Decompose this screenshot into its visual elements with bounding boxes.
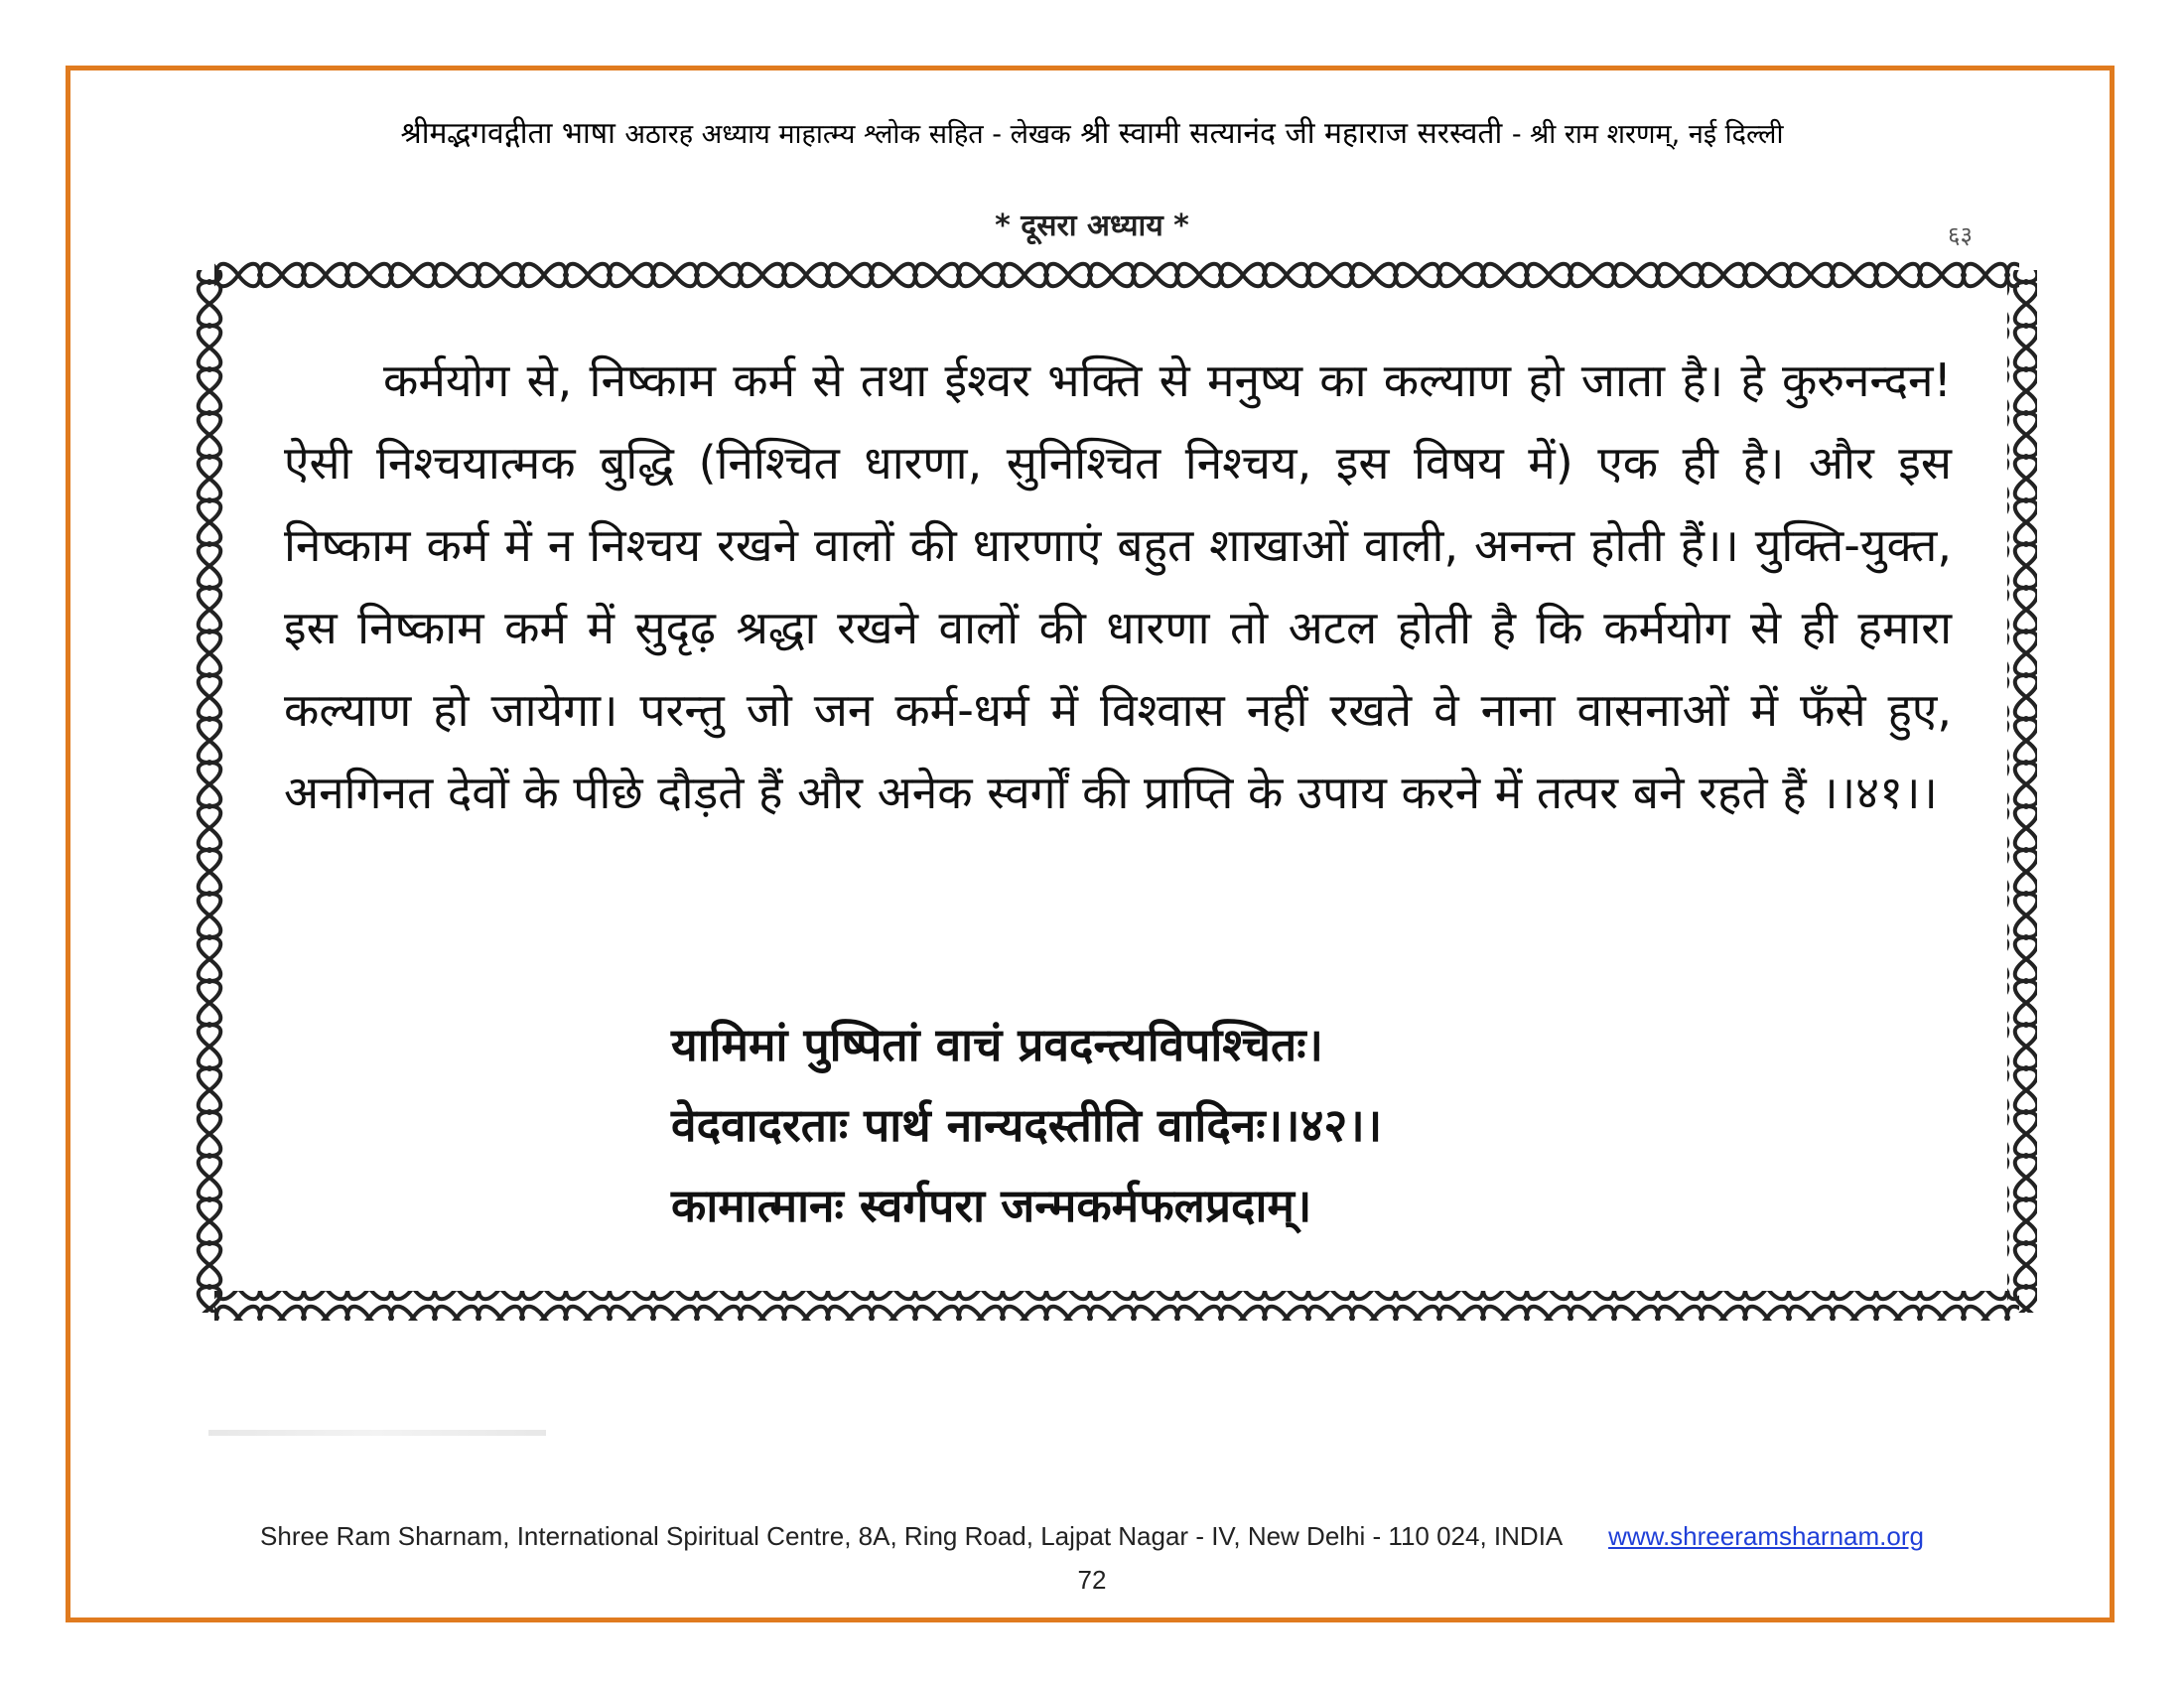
verse-line: कामात्मानः स्वर्गपरा जन्मकर्मफलप्रदाम्। (671, 1179, 1312, 1232)
verse-line: यामिमां पुष्पितां वाचं प्रवदन्त्यविपश्चितः। (671, 1018, 1323, 1071)
page-number: 72 (1077, 1565, 1107, 1595)
page-header (0, 111, 2184, 152)
sanskrit-verse (671, 1005, 1382, 1246)
scanned-page (195, 260, 2039, 1327)
scan-page-number: ६३ (1948, 221, 1973, 249)
footer (0, 1521, 2184, 1552)
scan-smudge (208, 1430, 546, 1436)
header-publisher: - श्री राम शरणम्, नई दिल्ली (1511, 119, 1784, 150)
verse-line: वेदवादरताः पार्थ नान्यदस्तीति वादिनः।।४२।। (671, 1098, 1383, 1152)
website-link[interactable]: www.shreeramsharnam.org (1608, 1521, 1924, 1551)
commentary-paragraph: कर्मयोग से, निष्काम कर्म से तथा ईश्वर भक्ति से मनुष्य का कल्याण हो जाता है। हे कुरुनन्दन! ऐसी निश्चयात्मक बुद्धि (निश्चित धारणा, सुनिश्चित निश्चय, इस विषय में) एक ही है। और इस निष्काम कर्म में न निश्चय रखने वालों की धारणाएं बहुत शाखाओं वाली, अनन्त होती हैं।। युक्ति-युक्त, इस निष्काम कर्म में सुदृढ़ श्रद्धा रखने वालों की धारणा तो अटल होती है कि कर्मयोग से ही हमारा कल्याण हो जायेगा। परन्तु जो जन कर्म-धर्म में विश्वास नहीं रखते वे नाना वासनाओं में फँसे हुए, अनगिनत देवों के पीछे दौड़ते हैं और अनेक स्वर्गों की प्राप्ति के उपाय करने में तत्पर बने रहते हैं ।।४१।। (284, 353, 1952, 819)
header-title-sub: अठारह अध्याय माहात्म्य श्लोक सहित - लेखक (624, 119, 1071, 150)
header-author: श्री स्वामी सत्यानंद जी महाराज सरस्वती (1080, 116, 1503, 151)
footer-address: Shree Ram Sharnam, International Spiritual Centre, 8A, Ring Road, Lajpat Nagar - IV, New Delhi - 110 024, INDIA (260, 1521, 1562, 1551)
chapter-title: * दूसरा अध्याय * (995, 209, 1189, 243)
header-title-main: श्रीमद्भगवद्गीता भाषा (400, 116, 615, 151)
